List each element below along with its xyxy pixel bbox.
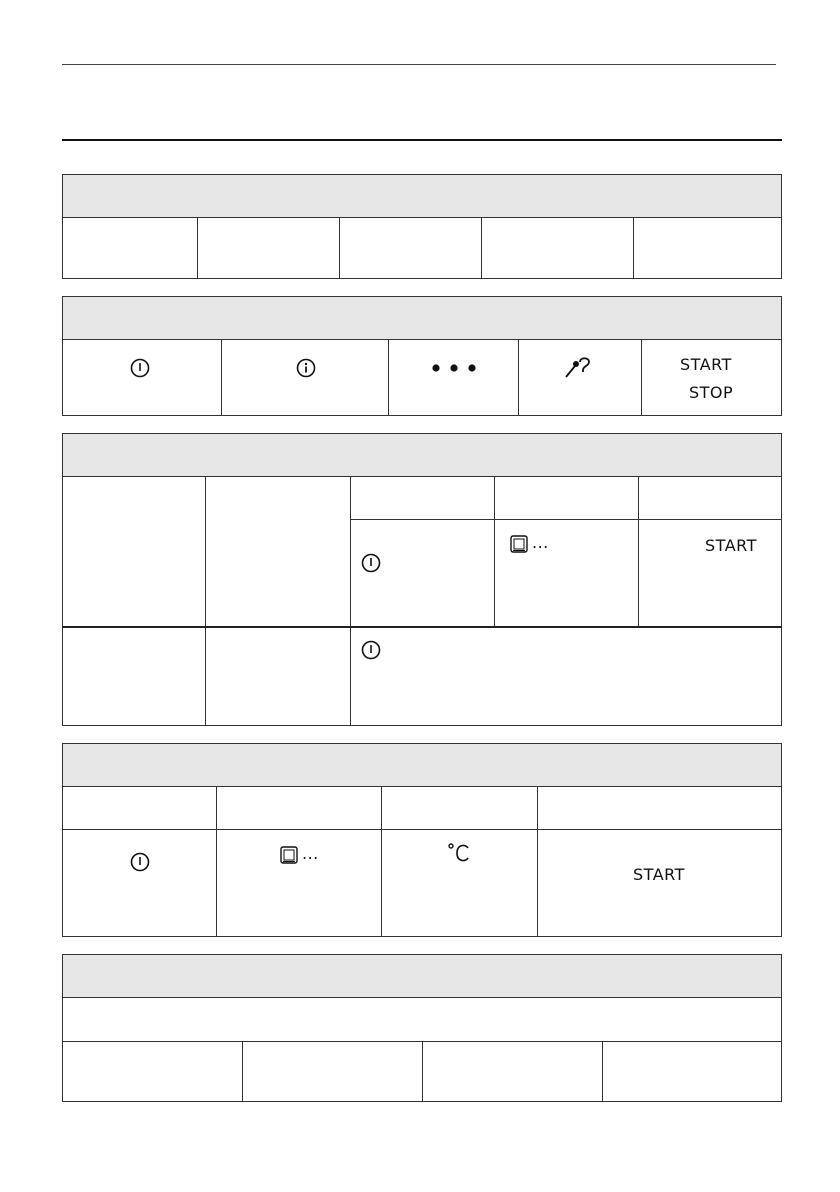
- table-1-divider: [633, 217, 634, 279]
- table-3-border: [781, 476, 782, 726]
- ellipsis-text: ...: [302, 844, 319, 863]
- table-3-header: [62, 433, 782, 477]
- table-5-row-1: [62, 997, 782, 1042]
- table-4-header: [62, 743, 782, 787]
- table-1-row: [62, 217, 782, 279]
- table-4-row-1: [62, 786, 782, 830]
- table-1-divider: [339, 217, 340, 279]
- oven-function-icon: [280, 846, 298, 864]
- table-3-divider: [638, 476, 639, 627]
- table-3-rowrule: [62, 626, 782, 628]
- table-5-divider: [602, 1041, 603, 1102]
- table-5-divider: [422, 1041, 423, 1102]
- start-label: START: [680, 355, 732, 374]
- table-3-subrule: [350, 519, 782, 520]
- top-rule: [62, 64, 776, 65]
- table-3-divider: [494, 476, 495, 627]
- start-label: START: [633, 865, 685, 884]
- table-2-divider: [388, 339, 389, 416]
- food-probe-icon: [564, 355, 594, 379]
- table-1-divider: [197, 217, 198, 279]
- info-icon: [296, 358, 316, 378]
- temperature-celsius-icon: [447, 842, 471, 866]
- table-2-row: [62, 339, 782, 416]
- stop-label: STOP: [689, 383, 734, 402]
- table-2-header: [62, 296, 782, 340]
- table-3-border: [62, 476, 63, 726]
- start-label: START: [705, 536, 757, 555]
- section-rule: [62, 139, 782, 141]
- power-icon: [361, 640, 381, 660]
- power-icon: [130, 358, 150, 378]
- table-3-divider: [350, 476, 351, 726]
- table-5-divider: [242, 1041, 243, 1102]
- ellipsis-text: ...: [532, 533, 549, 552]
- power-icon: [130, 852, 150, 872]
- power-icon: [361, 553, 381, 573]
- table-3-border: [62, 725, 782, 726]
- table-1-divider: [481, 217, 482, 279]
- table-3-divider: [205, 476, 206, 726]
- table-2-divider: [641, 339, 642, 416]
- table-2-divider: [518, 339, 519, 416]
- table-2-divider: [221, 339, 222, 416]
- table-4-divider: [216, 786, 217, 937]
- table-4-divider: [537, 786, 538, 937]
- table-4-divider: [381, 786, 382, 937]
- options-dots-icon: [430, 362, 478, 374]
- table-1-header: [62, 174, 782, 218]
- oven-function-icon: [510, 535, 528, 553]
- table-5-header: [62, 954, 782, 998]
